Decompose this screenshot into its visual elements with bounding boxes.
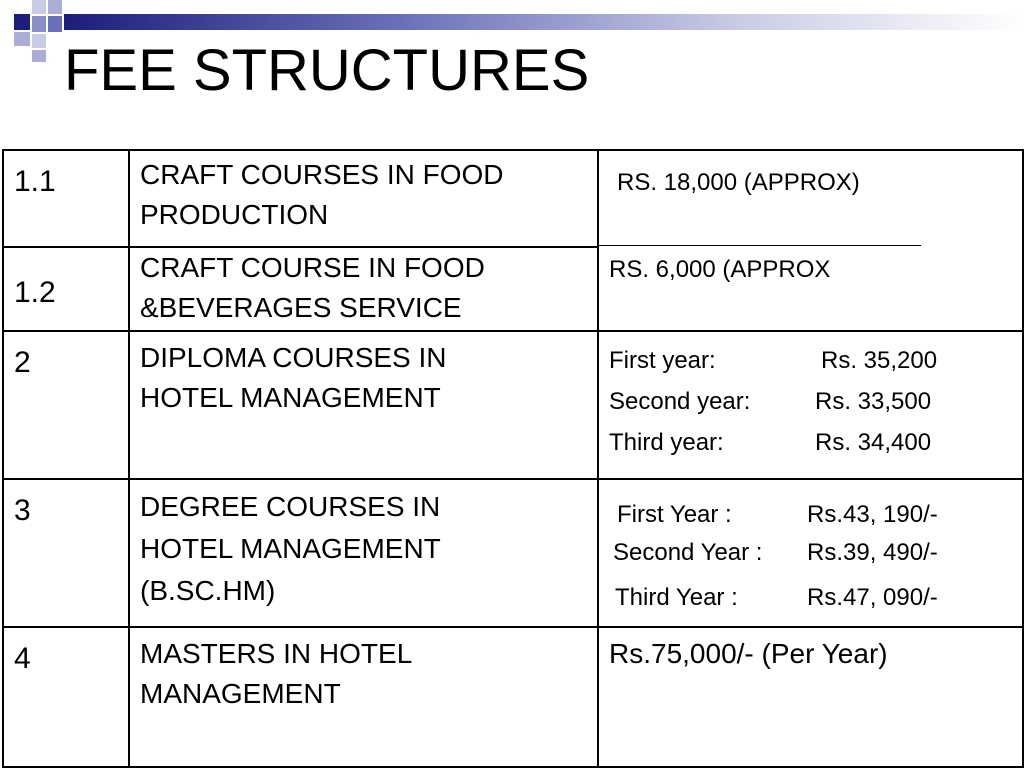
table-row <box>3 479 1023 627</box>
decor-square <box>14 32 30 46</box>
fee-line <box>609 340 1022 381</box>
fee-line <box>617 496 1022 534</box>
row-number: 4 <box>14 642 31 675</box>
year-label: Third Year : <box>615 584 738 611</box>
row-number-cell <box>3 331 129 479</box>
table-row <box>3 331 1023 479</box>
course-name-line: MASTERS IN HOTEL <box>140 638 413 669</box>
table-row <box>3 627 1023 767</box>
fee-cell <box>598 479 1023 627</box>
decor-square <box>32 34 46 48</box>
course-cell <box>129 479 598 627</box>
row-number-cell <box>3 479 129 627</box>
decor-square <box>48 0 62 14</box>
decor-square <box>32 0 46 14</box>
course-name-line: (B.SC.HM) <box>140 575 276 606</box>
course-name-line: HOTEL MANAGEMENT <box>140 533 441 564</box>
course-name-line: HOTEL MANAGEMENT <box>140 382 441 413</box>
page-title: FEE STRUCTURES <box>64 38 590 103</box>
row-number: 2 <box>14 346 31 379</box>
table-row <box>3 247 1023 331</box>
fee-amount: Rs.75,000/- (Per Year) <box>609 638 888 669</box>
partial-divider <box>599 245 921 246</box>
year-label: First year: <box>609 347 716 374</box>
fee-line <box>615 572 1022 624</box>
course-name-line: CRAFT COURSE IN FOOD <box>140 252 485 283</box>
course-name-line: DEGREE COURSES IN <box>140 491 441 522</box>
header-gradient-bar <box>64 14 1024 30</box>
year-amount: Rs.39, 490/- <box>807 539 938 566</box>
year-label: First Year : <box>617 501 732 528</box>
fee-amount: RS. 6,000 (APPROX <box>609 256 831 283</box>
fee-line <box>609 422 1022 463</box>
decor-square <box>14 14 30 30</box>
decor-square <box>32 50 46 62</box>
year-amount: Rs. 33,500 <box>815 388 932 415</box>
course-name-line: PRODUCTION <box>140 199 329 230</box>
table-row <box>3 150 1023 247</box>
fee-cell <box>598 627 1023 767</box>
fee-line <box>613 534 1022 572</box>
row-number-cell <box>3 150 129 247</box>
course-cell <box>129 247 598 331</box>
decor-square <box>32 16 46 32</box>
year-label: Second Year : <box>613 539 763 566</box>
course-name-line: CRAFT COURSES IN FOOD <box>140 159 504 190</box>
fee-table <box>2 149 1024 768</box>
course-cell <box>129 627 598 767</box>
year-amount: Rs. 34,400 <box>815 429 932 456</box>
row-number: 1.1 <box>14 165 56 198</box>
course-name-line: &BEVERAGES SERVICE <box>140 292 462 323</box>
fee-cell <box>598 331 1023 479</box>
course-name-line: MANAGEMENT <box>140 678 341 709</box>
year-amount: Rs. 35,200 <box>821 347 938 374</box>
course-cell <box>129 150 598 247</box>
decor-square <box>48 16 62 32</box>
row-number: 1.2 <box>14 276 56 309</box>
fee-cell <box>598 150 1023 247</box>
year-label: Second year: <box>609 388 751 415</box>
year-amount: Rs.43, 190/- <box>807 501 938 528</box>
course-cell <box>129 331 598 479</box>
year-amount: Rs.47, 090/- <box>807 584 938 611</box>
fee-amount: RS. 18,000 (APPROX) <box>617 169 860 196</box>
fee-cell <box>598 247 1023 331</box>
row-number-cell <box>3 247 129 331</box>
fee-line <box>609 381 1022 422</box>
row-number-cell <box>3 627 129 767</box>
row-number: 3 <box>14 494 31 527</box>
course-name-line: DIPLOMA COURSES IN <box>140 342 447 373</box>
year-label: Third year: <box>609 429 724 456</box>
